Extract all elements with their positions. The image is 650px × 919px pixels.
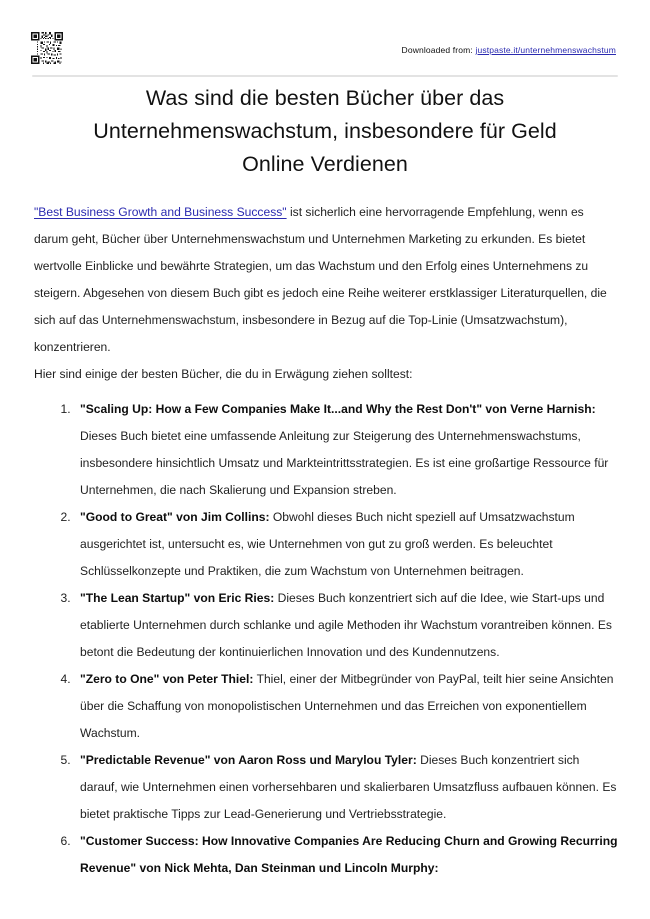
book-description: Thiel, einer der Mitbegründer von PayPal, teilt hier seine Ansichten über die Schaffung von monopolistischen Unternehmen und das Erreichen von exponentiellem Wachstum. [80,672,614,740]
book-title: "Zero to One" von Peter Thiel: [80,672,254,686]
list-item [74,396,618,504]
document-body [0,181,650,882]
qr-code-icon [30,31,64,65]
book-description: Dieses Buch bietet eine umfassende Anleitung zur Steigerung des Unternehmenswachstums, insbesondere hinsichtlich Umsatz und Markteintrittsstrategien. Es ist eine großartige Ressource für Unternehmen, die nach Skalierung und Expansion streben. [80,429,609,497]
best-business-growth-link[interactable]: "Best Business Growth and Business Success" [34,205,287,219]
list-item [74,585,618,666]
book-title: "Scaling Up: How a Few Companies Make It...and Why the Rest Don't" von Verne Harnish: [80,402,596,416]
intro-closing-text: Hier sind einige der besten Bücher, die du in Erwägung ziehen solltest: [34,367,413,381]
intro-text: ist sicherlich eine hervorragende Empfehlung, wenn es darum geht, Bücher über Unternehmenswachstum und Unternehmen Marketing zu erkunden. Es bietet wertvolle Einblicke und bewährte Strategien, um das Wachstum und den Erfolg eines Unternehmens zu steigern. Abgesehen von diesem Buch gibt es jedoch eine Reihe weiterer erstklassiger Literaturquellen, die sich auf das Unternehmenswachstum, insbesondere in Bezug auf die Top-Linie (Umsatzwachstum), konzentrieren. [34,205,607,354]
book-title: "The Lean Startup" von Eric Ries: [80,591,275,605]
list-item [74,666,618,747]
qr-code-svg [30,31,64,65]
download-label: Downloaded from: [401,45,473,55]
book-list [34,396,618,882]
source-link[interactable]: justpaste.it/unternehmenswachstum [475,45,616,55]
book-title: "Good to Great" von Jim Collins: [80,510,270,524]
download-source [402,45,616,55]
list-item [74,504,618,585]
book-title: "Customer Success: How Innovative Companies Are Reducing Churn and Growing Recurring Revenue" von Nick Mehta, Dan Steinman und Lincoln Murphy: [80,834,618,875]
intro-paragraph [34,181,618,388]
book-description: Dieses Buch konzentriert sich darauf, wie Unternehmen einen vorhersehbaren und skalierbaren Umsatzfluss aufbauen können. Es bietet praktische Tipps zur Lead-Generierung und Vertriebsstrategie. [80,753,617,821]
book-description: Obwohl dieses Buch nicht speziell auf Umsatzwachstum ausgerichtet ist, untersucht es, wie Unternehmen von gut zu groß werden. Es beleuchtet Schlüsselkonzepte und Praktiken, die zum Wachstum von Unternehmen beitragen. [80,510,575,578]
document-header [0,0,650,54]
header-divider [32,75,618,77]
list-item [74,747,618,828]
list-item [74,828,618,882]
page-title: Was sind die besten Bücher über das Unternehmenswachstum, insbesondere für Geld Online Verdienen [93,86,557,176]
book-description: Dieses Buch konzentriert sich auf die Idee, wie Start-ups und etablierte Unternehmen durch schlanke und agile Methoden ihr Wachstum vorantreiben können. Es betont die Bedeutung der kontinuierlichen Innovation und des Kundennutzens. [80,591,612,659]
book-title: "Predictable Revenue" von Aaron Ross und Marylou Tyler: [80,753,417,767]
